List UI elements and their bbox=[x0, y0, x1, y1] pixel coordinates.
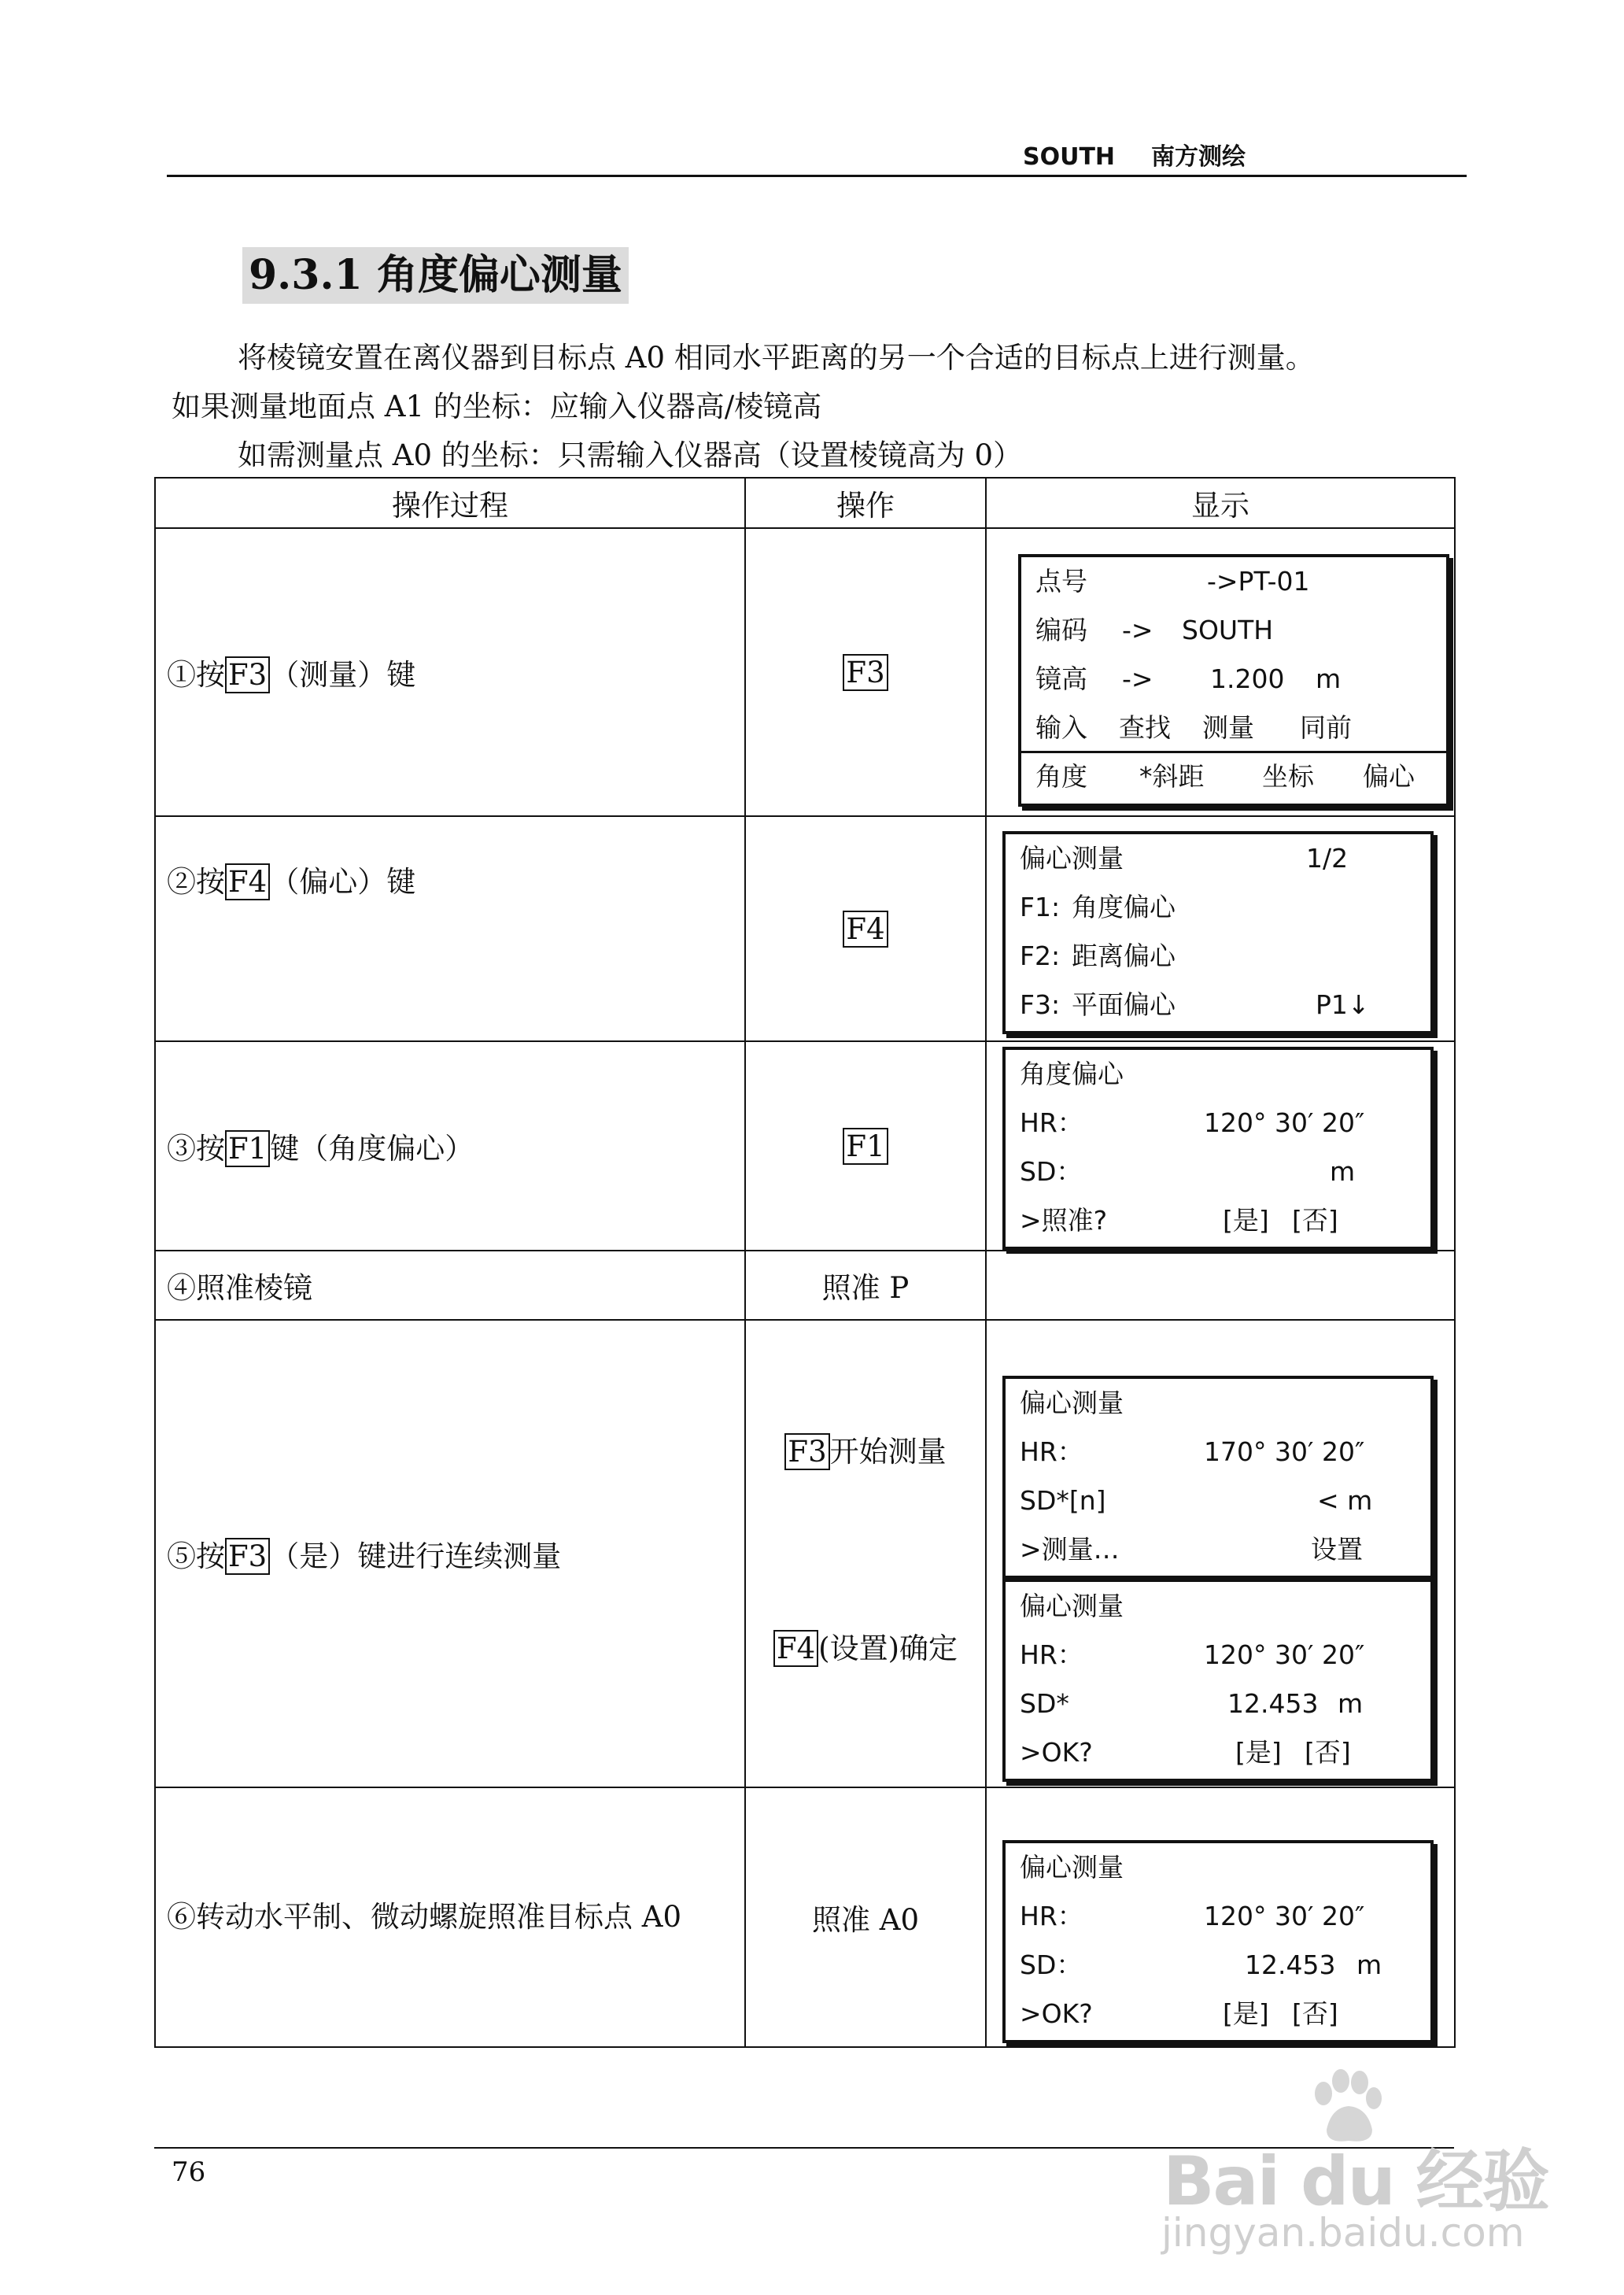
watermark-url: jingyan.baidu.com bbox=[1161, 2210, 1525, 2256]
screen-line: >OK? [是] [否] bbox=[1020, 1998, 1338, 2029]
operation-cell bbox=[745, 528, 986, 816]
display-cell bbox=[986, 1041, 1455, 1251]
screen-line: 角度偏心 bbox=[1020, 1059, 1124, 1089]
page-number: 76 bbox=[172, 2156, 206, 2188]
screen-line: HR： 120° 30′ 20″ bbox=[1020, 1107, 1365, 1138]
watermark-logo: Bai du 经验 bbox=[1163, 2142, 1548, 2221]
intro-paragraph-1: 将棱镜安置在离仪器到目标点 A0 相同水平距离的另一个合适的目标点上进行测量。 bbox=[238, 341, 1315, 375]
step-text: ⑥转动水平制、微动螺旋照准目标点 A0 bbox=[167, 1900, 682, 1934]
screen-line: SD* 12.453 m bbox=[1020, 1688, 1364, 1719]
screen-line: F2: 距离偏心 bbox=[1020, 941, 1176, 971]
lcd-screen bbox=[1002, 831, 1434, 1034]
fn-softkey: 坐标 bbox=[1262, 761, 1314, 792]
intro-paragraph-3: 如需测量点 A0 的坐标：只需输入仪器高（设置棱镜高为 0） bbox=[238, 438, 1023, 472]
fn-softkey: 角度 bbox=[1035, 761, 1087, 792]
screen-line: F3: 平面偏心 P1↓ bbox=[1020, 989, 1370, 1020]
screen-line: SD*[n] < m bbox=[1020, 1485, 1373, 1516]
step-cell bbox=[155, 816, 745, 1041]
operation-text: (设置)确定 bbox=[818, 1632, 958, 1665]
operation-start bbox=[746, 1428, 985, 1470]
step-cell bbox=[155, 528, 745, 816]
fn-softkey: 偏心 bbox=[1363, 761, 1415, 792]
header-display: 显示 bbox=[986, 478, 1455, 528]
operation-cell bbox=[745, 1787, 986, 2047]
table-row bbox=[155, 1251, 1455, 1320]
header-procedure: 操作过程 bbox=[155, 478, 745, 528]
header-brand bbox=[1023, 137, 1282, 172]
operation-cell bbox=[745, 1251, 986, 1320]
key-f3: F3 bbox=[784, 1433, 829, 1470]
screen-line: SD： 12.453 m bbox=[1020, 1949, 1382, 1980]
screen-line: 偏心测量 bbox=[1020, 1388, 1124, 1418]
step-cell bbox=[155, 1251, 745, 1320]
operation-cell bbox=[745, 1320, 986, 1787]
key-f3: F3 bbox=[225, 1538, 270, 1575]
display-cell bbox=[986, 1787, 1455, 2047]
procedure-table bbox=[154, 477, 1456, 2048]
key-f3: F3 bbox=[225, 656, 270, 693]
table-row bbox=[155, 1320, 1455, 1787]
screen-line: HR： 120° 30′ 20″ bbox=[1020, 1901, 1365, 1931]
key-f4: F4 bbox=[843, 911, 888, 948]
lcd-screen bbox=[1002, 1840, 1434, 2043]
operation-cell bbox=[745, 1041, 986, 1251]
operation-cell bbox=[745, 816, 986, 1041]
screen-line: HR： 120° 30′ 20″ bbox=[1020, 1639, 1365, 1670]
brand-chinese: 南方测绘 bbox=[1151, 143, 1246, 171]
brand-english: SOUTH bbox=[1023, 143, 1116, 171]
screen-line: >OK? [是] [否] bbox=[1020, 1737, 1351, 1768]
screen-line: 镜高 -> 1.200 m bbox=[1035, 663, 1342, 694]
key-f4: F4 bbox=[773, 1630, 818, 1667]
step-cell bbox=[155, 1320, 745, 1787]
fn-softkey: *斜距 bbox=[1139, 761, 1205, 792]
step-text: ①按 bbox=[167, 658, 225, 692]
key-f3: F3 bbox=[843, 654, 888, 691]
screen-line: SD： m bbox=[1020, 1156, 1356, 1187]
display-cell bbox=[986, 528, 1455, 816]
intro-paragraph-2: 如果测量地面点 A1 的坐标：应输入仪器高/棱镜高 bbox=[172, 390, 822, 423]
header-operation: 操作 bbox=[745, 478, 986, 528]
key-f1: F1 bbox=[225, 1130, 270, 1167]
section-title: 9.3.1 角度偏心测量 bbox=[242, 247, 629, 304]
lcd-screen bbox=[1002, 1579, 1434, 1782]
screen-line: >测量… 设置 bbox=[1020, 1534, 1363, 1565]
step-cell bbox=[155, 1041, 745, 1251]
display-cell bbox=[986, 1320, 1455, 1787]
step-text: ③按 bbox=[167, 1132, 225, 1166]
table-row bbox=[155, 1787, 1455, 2047]
step-text: （测量）键 bbox=[270, 658, 416, 692]
screen-line: 输入 查找 测量 同前 bbox=[1035, 712, 1352, 743]
step-cell bbox=[155, 1787, 745, 2047]
screen-line: 点号 ->PT-01 bbox=[1035, 566, 1310, 597]
table-header-row bbox=[155, 478, 1455, 528]
screen-line: 偏心测量 1/2 bbox=[1020, 843, 1349, 874]
screen-line: 偏心测量 bbox=[1020, 1852, 1124, 1883]
screen-line: >照准? [是] [否] bbox=[1020, 1205, 1338, 1236]
screen-line: 编码 -> SOUTH bbox=[1035, 615, 1274, 645]
screen-line: F1: 角度偏心 bbox=[1020, 892, 1176, 922]
step-text: （是）键进行连续测量 bbox=[270, 1539, 562, 1573]
function-key-bar bbox=[1018, 751, 1449, 807]
step-text: 键（角度偏心） bbox=[270, 1132, 474, 1166]
lcd-screen bbox=[1018, 554, 1449, 757]
operation-text: 照准 P bbox=[821, 1271, 910, 1305]
display-cell bbox=[986, 816, 1455, 1041]
step-text: ④照准棱镜 bbox=[167, 1271, 312, 1305]
header-rule bbox=[167, 175, 1467, 177]
step-text: ②按 bbox=[167, 865, 225, 899]
step-text: ⑤按 bbox=[167, 1539, 225, 1573]
screen-line: 偏心测量 bbox=[1020, 1591, 1124, 1621]
lcd-screen bbox=[1002, 1376, 1434, 1579]
table-row bbox=[155, 816, 1455, 1041]
operation-confirm bbox=[746, 1624, 985, 1667]
operation-text: 照准 A0 bbox=[811, 1903, 920, 1937]
operation-text: 开始测量 bbox=[829, 1435, 947, 1469]
lcd-screen bbox=[1002, 1047, 1434, 1250]
display-cell bbox=[986, 1251, 1455, 1320]
table-row bbox=[155, 1041, 1455, 1251]
key-f4: F4 bbox=[225, 863, 270, 900]
screen-line: HR： 170° 30′ 20″ bbox=[1020, 1436, 1365, 1467]
key-f1: F1 bbox=[843, 1128, 888, 1165]
table-row bbox=[155, 528, 1455, 816]
step-text: （偏心）键 bbox=[270, 865, 416, 899]
